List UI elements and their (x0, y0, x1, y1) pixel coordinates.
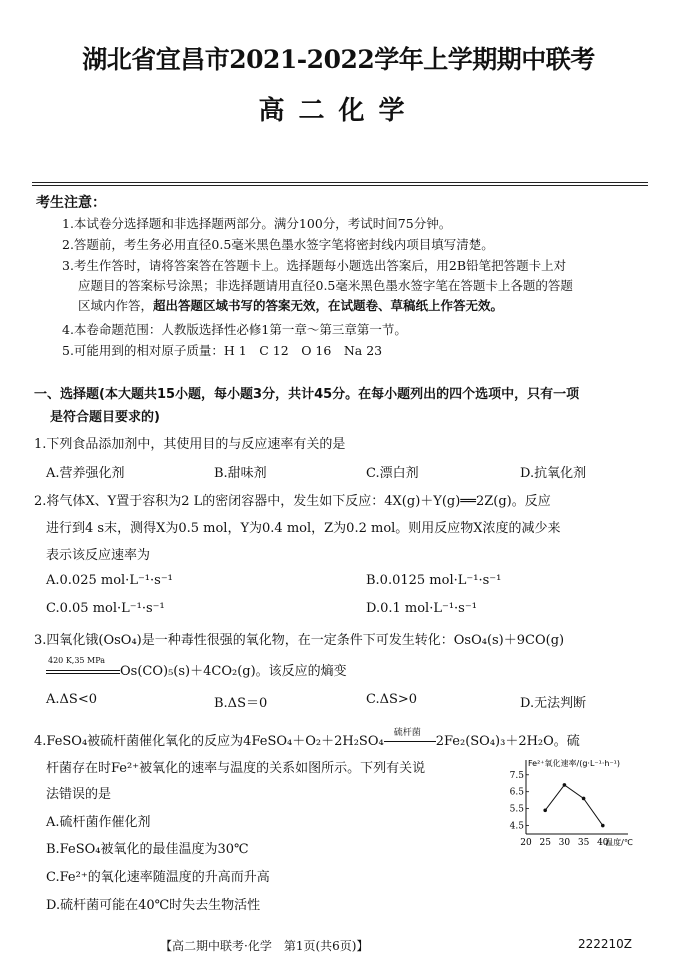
q2-stem-2: 进行到4 s末，测得X为0.5 mol，Y为0.4 mol，Z为0.2 mol。则用反应物X浓度的减少来 (46, 521, 561, 536)
x-tick-label: 35 (577, 838, 590, 848)
paper-code: 222210Z (578, 937, 633, 951)
q4-option-c: C.Fe²⁺的氧化速率随温度的升高而升高 (46, 870, 270, 885)
section-heading: 一、选择题(本大题共15小题，每小题3分，共计45分。在每小题列出的四个选项中，只有一项 (34, 387, 580, 402)
equilibrium-line-1 (46, 670, 120, 671)
rate-series-line (545, 785, 603, 826)
x-tick-label: 40 (597, 838, 609, 848)
x-tick-label: 25 (539, 838, 551, 848)
q1-option-b: B.甜味剂 (214, 466, 267, 481)
q3-stem-2 (46, 655, 347, 679)
data-point (601, 824, 605, 828)
notice-item-3-emphasis: 超出答题区域书写的答案无效，在试题卷、草稿纸上作答无效。 (153, 298, 504, 313)
q4-stem-2: 杆菌存在时Fe²⁺被氧化的速率与温度的关系如图所示。下列有关说 (46, 761, 426, 776)
q4-option-d: D.硫杆菌可能在40℃时失去生物活性 (46, 898, 261, 913)
x-axis-label: 温度/℃ (605, 838, 633, 847)
notice-item-3-end (78, 296, 503, 314)
notice-item-3-cont: 应题目的答案标号涂黑；非选择题请用直径0.5毫米黑色墨水签字笔在答题卡上各题的答题 (78, 278, 573, 293)
notice-item-4: 4.本卷命题范围：人教版选择性必修1第一章～第三章第一节。 (62, 322, 407, 337)
y-tick-label: 6.5 (509, 787, 524, 798)
q2-option-d: D.0.1 mol·L⁻¹·s⁻¹ (366, 601, 477, 616)
y-axis-label: Fe²⁺氧化速率/(g·L⁻¹·h⁻¹) (528, 759, 621, 768)
data-point (582, 797, 586, 801)
q3-option-d: D.无法判断 (520, 696, 587, 711)
q2-stem-3: 表示该反应速率为 (46, 548, 151, 563)
divider-top-2 (32, 185, 648, 186)
notice-item-3: 3.考生作答时，请将答案答在答题卡上。选择题每小题选出答案后，用2B铅笔把答题卡上对 (62, 258, 567, 273)
rate-temperature-chart (494, 756, 664, 850)
x-tick-label: 20 (520, 838, 532, 848)
section-heading-cont: 是符合题目要求的) (50, 410, 160, 425)
q4-option-a: A.硫杆菌作催化剂 (46, 815, 151, 830)
divider-top (32, 182, 648, 183)
q1-option-d: D.抗氧化剂 (520, 466, 587, 481)
y-tick-label: 7.5 (509, 770, 524, 781)
catalyst-label: 硫杆菌 (393, 727, 421, 738)
q2-option-a: A.0.025 mol·L⁻¹·s⁻¹ (46, 573, 173, 588)
q1-stem: 1.下列食品添加剂中，其使用目的与反应速率有关的是 (34, 437, 346, 452)
arrow-line (384, 741, 436, 742)
page-footer: 【高二期中联考·化学 第1页(共6页)】 (160, 939, 369, 953)
y-tick-label: 5.5 (509, 804, 524, 815)
catalyst-arrow (384, 727, 436, 749)
q2-option-c: C.0.05 mol·L⁻¹·s⁻¹ (46, 601, 165, 616)
q3-option-c: C.ΔS>0 (366, 692, 418, 707)
q3-product-text: Os(CO)₅(s)＋4CO₂(g)。该反应的熵变 (120, 664, 347, 679)
q4-products: 2Fe₂(SO₄)₃＋2H₂O。硫 (435, 734, 580, 749)
q4-option-b: B.FeSO₄被氧化的最佳温度为30℃ (46, 842, 249, 857)
x-tick-label: 30 (558, 838, 571, 848)
data-point (563, 783, 567, 787)
reaction-condition-arrow (46, 655, 120, 679)
notice-heading: 考生注意： (36, 195, 106, 211)
data-point (543, 809, 547, 813)
q3-option-a: A.ΔS<0 (46, 692, 97, 707)
notice-item-3-tail: 区域内作答， (78, 298, 154, 313)
q3-stem-1: 3.四氧化锇(OsO₄)是一种毒性很强的氧化物，在一定条件下可发生转化：OsO₄(s)＋9CO(g) (34, 633, 565, 648)
notice-item-5: 5.可能用到的相对原子质量：H 1 C 12 O 16 Na 23 (62, 343, 383, 358)
q4-stem-3: 法错误的是 (46, 787, 112, 802)
q3-option-b: B.ΔS＝0 (214, 696, 268, 711)
exam-subject: 高二化学 (258, 96, 419, 126)
q2-stem-1: 2.将气体X、Y置于容积为2 L的密闭容器中，发生如下反应：4X(g)＋Y(g)══2Z(g)。反应 (34, 494, 551, 509)
notice-item-1: 1.本试卷分选择题和非选择题两部分。满分100分，考试时间75分钟。 (62, 216, 452, 231)
equilibrium-line-2 (46, 673, 120, 674)
q2-option-b: B.0.0125 mol·L⁻¹·s⁻¹ (366, 573, 502, 588)
q1-option-c: C.漂白剂 (366, 466, 419, 481)
exam-title: 湖北省宜昌市2021-2022学年上学期期中联考 (82, 45, 595, 74)
q4-stem-1 (34, 727, 580, 749)
notice-item-2: 2.答题前，考生务必用直径0.5毫米黑色墨水签字笔将密封线内项目填写清楚。 (62, 237, 494, 252)
reaction-condition: 420 K,35 MPa (48, 655, 106, 665)
q1-option-a: A.营养强化剂 (46, 466, 125, 481)
y-tick-label: 4.5 (509, 821, 524, 832)
q4-reactants: 4.FeSO₄被硫杆菌催化氧化的反应为4FeSO₄＋O₂＋2H₂SO₄ (34, 734, 384, 749)
